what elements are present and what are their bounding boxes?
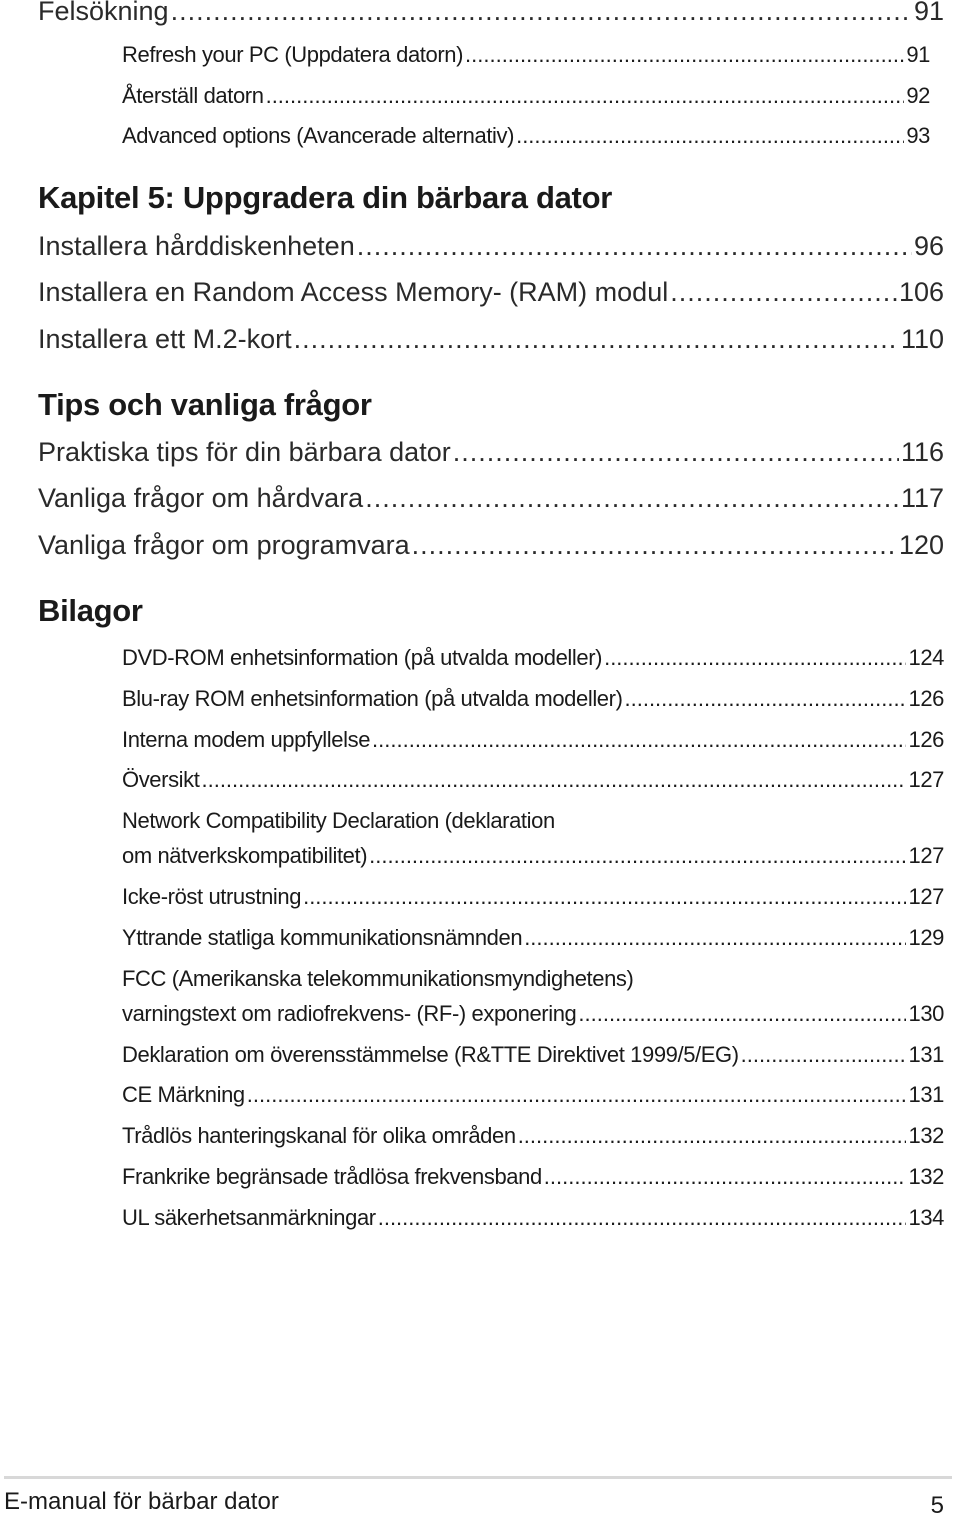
dot-leader xyxy=(465,42,904,68)
toc-page-number: 124 xyxy=(908,645,944,670)
toc-entry-network-line1: Network Compatibility Declaration (deklaration xyxy=(122,808,555,833)
toc-page-number: 91 xyxy=(913,0,944,26)
toc-entry-label: DVD-ROM enhetsinformation (på utvalda modeller) xyxy=(122,645,603,670)
toc-entry-label: CE Märkning xyxy=(122,1082,245,1107)
toc-entry-label: Refresh your PC (Uppdatera datorn) xyxy=(122,42,464,67)
toc-entry-ul[interactable] xyxy=(122,1205,944,1231)
toc-entry-label: Advanced options (Avancerade alternativ) xyxy=(122,123,515,148)
toc-page-number: 117 xyxy=(900,483,944,513)
toc-entry-modem[interactable] xyxy=(122,727,944,753)
toc-page-number: 91 xyxy=(906,42,930,67)
toc-page-number: 127 xyxy=(908,843,944,868)
toc-entry-label: Installera en Random Access Memory- (RAM) modul xyxy=(38,277,669,307)
toc-entry-label: om nätverkskompatibilitet) xyxy=(122,843,368,868)
toc-page-number: 129 xyxy=(908,925,944,950)
chapter-heading: Kapitel 5: Uppgradera din bärbara dator xyxy=(38,180,612,215)
toc-entry-ickerost[interactable] xyxy=(122,884,944,910)
dot-leader xyxy=(412,530,897,561)
toc-page-number: 131 xyxy=(908,1042,944,1067)
toc-page-number: 116 xyxy=(900,437,944,467)
toc-entry-label: Installera ett M.2-kort xyxy=(38,324,292,354)
toc-entry-advanced[interactable] xyxy=(122,123,930,149)
toc-entry-praktiska[interactable] xyxy=(38,437,944,468)
toc-entry-tradlos[interactable] xyxy=(122,1123,944,1149)
toc-entry-fcc-line1: FCC (Amerikanska telekommunikationsmyndighetens) xyxy=(122,966,634,991)
toc-entry-ram[interactable] xyxy=(38,277,944,308)
toc-entry-refresh[interactable] xyxy=(122,42,930,68)
toc-page-number: 134 xyxy=(908,1205,944,1230)
dot-leader xyxy=(201,767,906,793)
toc-page-number: 92 xyxy=(906,83,930,108)
dot-leader xyxy=(524,925,906,951)
toc-entry-felsokning[interactable] xyxy=(38,0,944,27)
section-heading: Bilagor xyxy=(38,593,143,628)
toc-page-number: 132 xyxy=(908,1123,944,1148)
dot-leader xyxy=(357,231,912,262)
dot-leader xyxy=(171,0,912,27)
toc-entry-label: Felsökning xyxy=(38,0,169,26)
toc-page-number: 96 xyxy=(913,231,944,261)
toc-page-number: 130 xyxy=(908,1001,944,1026)
dot-leader xyxy=(604,645,906,671)
toc-entry-label: Icke-röst utrustning xyxy=(122,884,302,909)
toc-entry-oversikt[interactable] xyxy=(122,767,944,793)
toc-page-number: 93 xyxy=(906,123,930,148)
dot-leader xyxy=(578,1001,906,1027)
toc-entry-ce[interactable] xyxy=(122,1082,944,1108)
toc-entry-label: Översikt xyxy=(122,767,200,792)
toc-entry-label: Blu-ray ROM enhetsinformation (på utvalda modeller) xyxy=(122,686,623,711)
dot-leader xyxy=(544,1164,907,1190)
toc-entry-yttrande[interactable] xyxy=(122,925,944,951)
toc-entry-label: Deklaration om överensstämmelse (R&TTE Direktivet 1999/5/EG) xyxy=(122,1042,739,1067)
toc-page-number: 127 xyxy=(908,767,944,792)
toc-entry-fcc[interactable] xyxy=(122,1001,944,1027)
dot-leader xyxy=(266,83,905,109)
toc-entry-label: Praktiska tips för din bärbara dator xyxy=(38,437,451,467)
dot-leader xyxy=(247,1082,907,1108)
dot-leader xyxy=(378,1205,907,1231)
dot-leader xyxy=(372,727,906,753)
dot-leader xyxy=(670,277,897,308)
toc-page-number: 110 xyxy=(900,324,944,354)
toc-entry-label: Yttrande statliga kommunikationsnämnden xyxy=(122,925,523,950)
toc-entry-bluray[interactable] xyxy=(122,686,944,712)
toc-entry-programvara[interactable] xyxy=(38,530,944,561)
toc-page-number: 120 xyxy=(898,530,944,560)
toc-entry-label: varningstext om radiofrekvens- (RF-) exponering xyxy=(122,1001,577,1026)
dot-leader xyxy=(294,324,899,355)
dot-leader xyxy=(741,1042,907,1068)
dot-leader xyxy=(516,123,904,149)
toc-page-number: 126 xyxy=(908,727,944,752)
dot-leader xyxy=(453,437,899,468)
dot-leader xyxy=(518,1123,907,1149)
toc-entry-label: Vanliga frågor om programvara xyxy=(38,530,410,560)
toc-entry-label: Trådlös hanteringskanal för olika områden xyxy=(122,1123,516,1148)
dot-leader xyxy=(625,686,907,712)
toc-page-number: 126 xyxy=(908,686,944,711)
dot-leader xyxy=(365,483,899,514)
dot-leader xyxy=(303,884,906,910)
toc-entry-label: Interna modem uppfyllelse xyxy=(122,727,371,752)
toc-entry-m2[interactable] xyxy=(38,324,944,355)
toc-page-number: 132 xyxy=(908,1164,944,1189)
toc-entry-hdd[interactable] xyxy=(38,231,944,262)
toc-entry-hardvara[interactable] xyxy=(38,483,944,514)
toc-entry-deklaration[interactable] xyxy=(122,1042,944,1068)
toc-page-number: 131 xyxy=(908,1082,944,1107)
footer-title: E-manual för bärbar dator xyxy=(4,1488,279,1515)
footer-divider xyxy=(4,1476,952,1479)
section-heading: Tips och vanliga frågor xyxy=(38,387,372,422)
toc-entry-label: Installera hårddiskenheten xyxy=(38,231,355,261)
toc-entry-label: Vanliga frågor om hårdvara xyxy=(38,483,364,513)
toc-entry-frankrike[interactable] xyxy=(122,1164,944,1190)
toc-entry-dvd[interactable] xyxy=(122,645,944,671)
toc-page-number: 106 xyxy=(898,277,944,307)
toc-entry-label: Frankrike begränsade trådlösa frekvensband xyxy=(122,1164,542,1189)
toc-entry-label: Återställ datorn xyxy=(122,83,264,108)
toc-entry-network[interactable] xyxy=(122,843,944,869)
footer-page-number: 5 xyxy=(930,1492,944,1519)
toc-page-number: 127 xyxy=(908,884,944,909)
toc-entry-label: UL säkerhetsanmärkningar xyxy=(122,1205,376,1230)
toc-entry-aterstall[interactable] xyxy=(122,83,930,109)
dot-leader xyxy=(369,843,906,869)
